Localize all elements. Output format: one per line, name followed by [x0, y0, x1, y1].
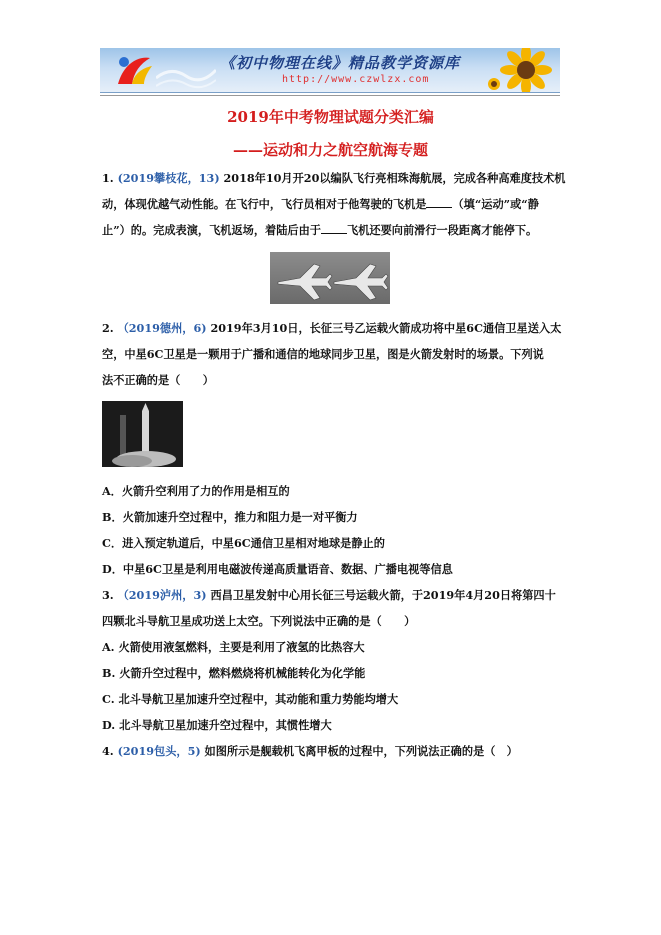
sunflower-icon [486, 48, 558, 93]
question-3-line-1: 3. （2019泸州，3) 西昌卫星发射中心用长征三号运载火箭，于2019年4月20日将第四十 [102, 588, 556, 602]
question-2-option-c[interactable]: C．进入预定轨道后，中星6C通信卫星相对地球是静止的 [102, 536, 385, 550]
logo-icon [114, 52, 154, 88]
question-2-option-d[interactable]: D．中星6C卫星是利用电磁波传递高质量语音、数据、广播电视等信息 [102, 562, 453, 576]
document-title: 2019年中考物理试题分类汇编 [227, 108, 434, 126]
question-2-option-a[interactable]: A．火箭升空利用了力的作用是相互的 [102, 484, 290, 498]
document-subtitle: ——运动和力之航空航海专题 [232, 141, 428, 159]
question-3-line-2: 四颗北斗导航卫星成功送上太空。下列说法中正确的是（ ） [102, 614, 416, 628]
answer-blank-2[interactable] [321, 222, 347, 234]
question-3-option-a[interactable]: A. 火箭使用液氢燃料，主要是利用了液氢的比热容大 [102, 640, 365, 654]
question-3-option-b[interactable]: B. 火箭升空过程中，燃料燃烧将机械能转化为化学能 [102, 666, 366, 680]
banner-url[interactable]: http://www.czwlzx.com [282, 74, 430, 85]
banner-title: 《初中物理在线》精品教学资源库 [220, 54, 461, 72]
question-3-option-d[interactable]: D. 北斗导航卫星加速升空过程中，其惯性增大 [102, 718, 332, 732]
wave-decoration-icon [156, 48, 216, 92]
question-2-source: （2019德州，6) [117, 321, 207, 335]
question-3-option-c[interactable]: C. 北斗导航卫星加速升空过程中，其动能和重力势能均增大 [102, 692, 399, 706]
fighter-jets-figure [270, 252, 390, 304]
question-1-line-2: 动，体现优越气动性能。在飞行中，飞行员相对于他驾驶的飞机是 （填“运动”或“静 [102, 197, 539, 211]
header-divider [100, 95, 560, 96]
rocket-launch-figure [102, 401, 183, 467]
jet-icon [270, 252, 390, 304]
question-3-source: （2019泸州，3) [117, 588, 207, 602]
rocket-icon [102, 401, 183, 467]
question-2-line-2: 空，中星6C卫星是一颗用于广播和通信的地球同步卫星，图是火箭发射时的场景。下列说 [102, 347, 544, 361]
question-4-line-1: 4. (2019包头，5) 如图所示是舰载机飞离甲板的过程中，下列说法正确的是（ ） [102, 744, 518, 758]
question-1-line-1: 1. (2019攀枝花，13) 2018年10月开20以编队飞行亮相珠海航展，完成各种高难度技术机 [102, 171, 566, 185]
question-2-option-b[interactable]: B．火箭加速升空过程中，推力和阻力是一对平衡力 [102, 510, 358, 524]
question-2-line-1: 2. （2019德州，6) 2019年3月10日，长征三号乙运载火箭成功将中星6C通信卫星送入太 [102, 321, 562, 335]
question-1-source: (2019攀枝花，13) [117, 171, 220, 185]
answer-blank-1[interactable] [426, 196, 452, 208]
header-banner [100, 48, 560, 93]
question-1-line-3: 止”）的。完成表演，飞机返场，着陆后由于 飞机还要向前滑行一段距离才能停下。 [102, 223, 538, 237]
question-4-source: (2019包头，5) [117, 744, 201, 758]
question-2-line-3: 法不正确的是（ ） [102, 373, 214, 387]
